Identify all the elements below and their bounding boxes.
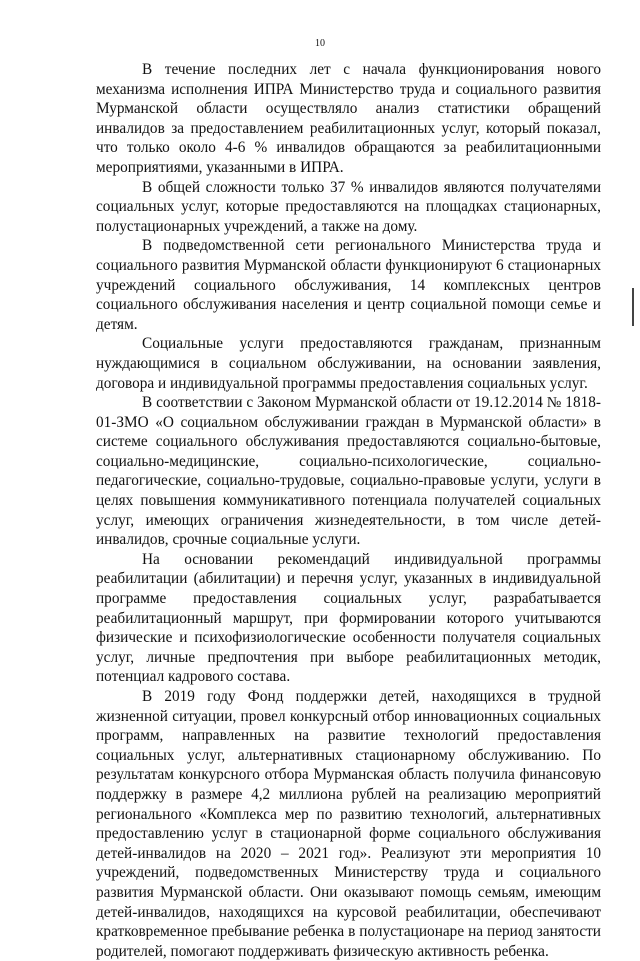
- paragraph-ipra-analysis: В течение последних лет с начала функционирования нового механизма исполнения ИПРА Министерство труда и социального развития Мурманской области осуществляло анализ статистики обращений инвалидов за предоставлением реабилитационных услуг, который показал, что только около 4-6 % инвалидов обращаются за реабилитационными мероприятиями, указанными в ИПРА.: [96, 61, 601, 176]
- document-body: [96, 60, 601, 961]
- page-number: 10: [315, 38, 325, 49]
- paragraph-rehabilitation-route: На основании рекомендаций индивидуальной программы реабилитации (абилитации) и перечня услуг, указанных в индивидуальной программе предоставления социальных услуг, разрабатывается реабилитационный маршрут, при формировании которого учитываются физические и психофизиологические особенности получателя социальных услуг, личные предпочтения при выборе реабилитационных методик, потенциал кадрового состава.: [96, 550, 601, 686]
- paragraph-regional-law: В соответствии с Законом Мурманской области от 19.12.2014 № 1818-01-ЗМО «О социальном обслуживании граждан в Мурманской области» в системе социального обслуживания предоставляются социально-бытовые, социально-медицинские, социально-психологические, социально-педагогические, социально-трудовые, социально-правовые услуги, услуги в целях повышения коммуникативного потенциала получателей социальных услуг, имеющих ограничения жизнедеятельности, в том числе детей-инвалидов, срочные социальные услуги.: [96, 394, 601, 549]
- paragraph-institution-network: В подведомственной сети регионального Министерства труда и социального развития Мурманской области функционируют 6 стационарных учреждений социального обслуживания, 14 комплексных центров социального обслуживания населения и центр социальной помощи семье и детям.: [96, 237, 601, 333]
- paragraph-social-services-share: В общей сложности только 37 % инвалидов являются получателями социальных услуг, которые предоставляются на площадках стационарных, полустационарных учреждений, а также на дому.: [96, 178, 601, 235]
- paragraph-service-eligibility: Социальные услуги предоставляются гражданам, признанным нуждающимися в социальном обслуживании, на основании заявления, договора и индивидуальной программы предоставления социальных услуг.: [96, 335, 601, 392]
- paragraph-fund-support-2019: В 2019 году Фонд поддержки детей, находящихся в трудной жизненной ситуации, провел конкурсный отбор инновационных социальных программ, направленных на развитие технологий предоставления социальных услуг, альтернативных стационарному обслуживанию. По результатам конкурсного отбора Мурманская область получила финансовую поддержку в размере 4,2 миллиона рублей на реализацию мероприятий регионального «Комплекса мер по развитию технологий, альтернативных предоставлению услуг в стационарной форме социального обслуживания детей-инвалидов на 2020 – 2021 год». Реализуют эти мероприятия 10 учреждений, подведомственных Министерству труда и социального развития Мурманской области. Они оказывают помощь семьям, имеющим детей-инвалидов, находящихся на курсовой реабилитации, обеспечивают кратковременное пребывание ребенка в полустационаре на период занятости родителей, помогают поддерживать физическую активность ребенка.: [96, 688, 601, 960]
- scan-margin-mark: [632, 288, 634, 326]
